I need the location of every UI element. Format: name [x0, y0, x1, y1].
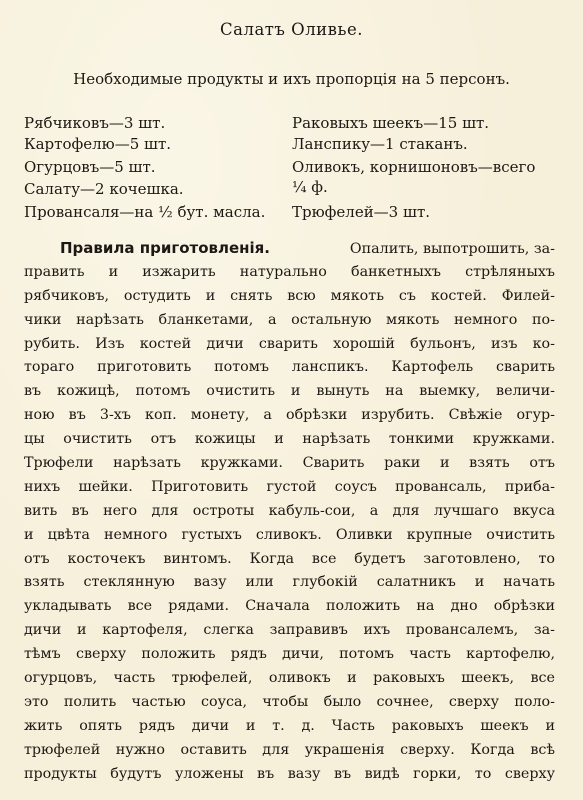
instructions-line: дичи и картофеля, слегка заправивъ ихъ провансалемъ, за- — [24, 622, 555, 639]
instructions-line: это полить частью соуса, чтобы было сочнее, сверху поло- — [24, 693, 555, 710]
ingredient-olives-gherkins: Оливокъ, корнишоновъ—всего — [292, 158, 536, 176]
recipe-title: Салатъ Оливье. — [220, 20, 363, 39]
instructions-line: рубить. Изъ костей дичи сварить хорошій бульонъ, изъ ко- — [24, 335, 555, 352]
instructions-line: чики нарѣзать бланкетами, а остальную мякоть немного по- — [24, 311, 555, 328]
instructions-line: укладывать все рядами. Сначала положить на дно обрѣзки — [24, 598, 555, 615]
instructions-line: рябчиковъ, остудить и снять всю мякоть съ костей. Филей- — [24, 287, 555, 304]
instructions-line: взять стеклянную вазу или глубокій салатникъ и начать — [24, 574, 555, 591]
instructions-line: продукты будутъ уложены въ вазу въ видѣ горки, то сверху — [24, 765, 555, 782]
ingredient-truffles: Трюфелей—3 шт. — [292, 203, 431, 221]
instructions-line: и цвѣта немного густыхъ сливокъ. Оливки крупные очистить — [24, 526, 555, 543]
instructions-line: въ кожицѣ, потомъ очистить и вынуть на выемку, величи- — [24, 383, 555, 400]
ingredients-subtitle: Необходимые продукты и ихъ пропорція на 5 персонъ. — [73, 70, 510, 88]
instructions-heading: Правила приготовленія. — [60, 239, 270, 257]
instructions-line: отъ косточекъ винтомъ. Когда все будетъ заготовлено, то — [24, 550, 555, 567]
instructions-line: ною въ 3-хъ коп. монету, а обрѣзки изрубить. Свѣжіе огур- — [24, 407, 555, 424]
ingredient-grouse: Рябчиковъ—3 шт. — [24, 114, 166, 132]
recipe-instructions — [24, 237, 555, 786]
instructions-line-text: Опалить, выпотрошить, за- — [349, 241, 555, 257]
instructions-line: тораго приготовить потомъ ланспикъ. Картофель сварить — [24, 359, 555, 376]
instructions-line: вить въ него для остроты кабуль-сои, а для лучшаго вкуса — [24, 502, 555, 519]
ingredient-lettuce: Салату—2 кочешка. — [24, 180, 184, 198]
instructions-line-1 — [24, 237, 555, 261]
instructions-line: Трюфели нарѣзать кружками. Сварить раки и взять отъ — [24, 455, 555, 472]
instructions-line: тѣмъ сверху положить рядъ дичи, потомъ часть картофелю, — [24, 646, 555, 663]
instructions-line: править и изжарить натурально банкетныхъ стрѣляныхъ — [24, 263, 555, 280]
ingredient-potatoes: Картофелю—5 шт. — [24, 135, 172, 153]
instructions-line: огурцовъ, часть трюфелей, оливокъ и раковыхъ шеекъ, все — [24, 670, 555, 687]
ingredient-aspic: Ланспику—1 стаканъ. — [292, 135, 468, 153]
instructions-line: жить опять рядъ дичи и т. д. Часть раковыхъ шеекъ и — [24, 717, 555, 734]
instructions-line: цы очистить отъ кожицы и нарѣзать тонкими кружками. — [24, 431, 555, 448]
instructions-line: трюфелей нужно оставить для украшенія сверху. Когда всѣ — [24, 741, 555, 758]
ingredients-list — [24, 114, 569, 224]
ingredient-crayfish-necks: Раковыхъ шеекъ—15 шт. — [292, 114, 490, 132]
ingredient-olives-amount: ¼ ф. — [292, 178, 328, 196]
ingredient-cucumbers: Огурцовъ—5 шт. — [24, 158, 156, 176]
instructions-line: нихъ шейки. Приготовить густой соусъ провансаль, приба- — [24, 478, 555, 495]
ingredient-provencal: Провансаля—на ½ бут. масла. — [24, 203, 266, 221]
